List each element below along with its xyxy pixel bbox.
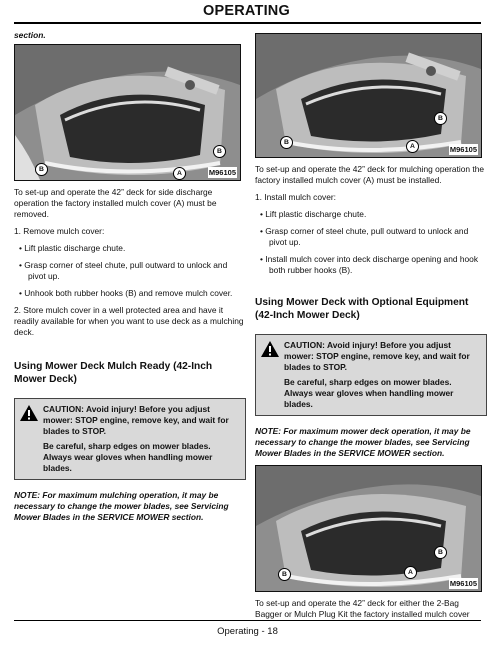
caution-text: CAUTION: Avoid injury! Before you adjust mower: STOP engine, remove key, and wait for blades to STOP. xyxy=(284,340,470,372)
figure-id: M96105 xyxy=(208,168,236,177)
bullet-item: • Lift plastic discharge chute. xyxy=(260,209,367,219)
left-column xyxy=(14,30,246,529)
note-text: NOTE: For maximum mower deck operation, it may be necessary to change the mower blades, see Servicing Mower Blades in the SERVICE MOWER section. xyxy=(255,426,471,458)
section-heading-mulch-ready: Using Mower Deck Mulch Ready (42-Inch Mower Deck) xyxy=(14,361,213,385)
callout-b-right: B xyxy=(213,145,226,158)
callout-b-right: B xyxy=(434,112,447,125)
continued-text: section. xyxy=(14,30,46,40)
page-footer: Operating - 18 xyxy=(217,626,278,637)
callout-a: A xyxy=(404,566,417,579)
caution-text: CAUTION: Avoid injury! Before you adjust mower: STOP engine, remove key, and wait for blades to STOP. xyxy=(43,404,229,436)
mulching-intro: To set-up and operate the 42” deck for mulching operation the factory installed mulch cover (A) must be installed. xyxy=(255,164,485,185)
deck-photo-optional xyxy=(255,465,482,592)
step-1: 1. Install mulch cover: xyxy=(255,192,336,202)
caution-box xyxy=(14,398,246,480)
caution-box xyxy=(255,334,487,416)
footer-divider xyxy=(14,620,481,621)
bullet-item: • Lift plastic discharge chute. xyxy=(19,243,126,253)
bullet-item: • Grasp corner of steel chute, pull outward to unlock and pivot up. xyxy=(19,260,228,281)
callout-b-left: B xyxy=(278,568,291,581)
step-1: 1. Remove mulch cover: xyxy=(14,226,105,236)
bullet-item: • Install mulch cover into deck discharge opening and hook both rubber hooks (B). xyxy=(260,254,479,275)
callout-a: A xyxy=(173,167,186,180)
mower-deck-illustration xyxy=(15,45,240,180)
callout-b-left: B xyxy=(35,163,48,176)
optional-equipment-intro: To set-up and operate the 42” deck for either the 2-Bag Bagger or Mulch Plug Kit the factory installed mulch cover xyxy=(255,598,470,619)
bullet-item: • Unhook both rubber hooks (B) and remove mulch cover. xyxy=(19,288,233,298)
right-column xyxy=(255,33,487,626)
figure-id: M96105 xyxy=(449,145,477,154)
caution-text-blades: Be careful, sharp edges on mower blades. Always wear gloves when handling mower blades. xyxy=(284,377,454,409)
header-divider xyxy=(14,22,481,24)
callout-b-right: B xyxy=(434,546,447,559)
section-heading-optional-equipment: Using Mower Deck with Optional Equipment (42-Inch Mower Deck) xyxy=(255,297,469,321)
callout-b-left: B xyxy=(280,136,293,149)
side-discharge-intro: To set-up and operate the 42” deck for side discharge operation the factory installed mulch cover (A) must be removed. xyxy=(14,187,217,219)
figure-id: M96105 xyxy=(449,579,477,588)
caution-text-blades: Be careful, sharp edges on mower blades. Always wear gloves when handling mower blades. xyxy=(43,441,213,473)
mulch-cover-photo-right xyxy=(255,33,482,158)
callout-a: A xyxy=(406,140,419,153)
mulch-cover-photo-left xyxy=(14,44,241,181)
note-text: NOTE: For maximum mulching operation, it may be necessary to change the mower blades, see Servicing Mower Blades in the SERVICE MOWER section. xyxy=(14,490,229,522)
warning-triangle-icon xyxy=(20,405,38,421)
warning-triangle-icon xyxy=(261,341,279,357)
step-2: 2. Store mulch cover in a well protected area and have it readily available for when you want to use deck as a mulching deck. xyxy=(14,305,244,337)
page-title: OPERATING xyxy=(203,3,290,19)
bullet-item: • Grasp corner of steel chute, pull outward to unlock and pivot up. xyxy=(260,226,469,247)
